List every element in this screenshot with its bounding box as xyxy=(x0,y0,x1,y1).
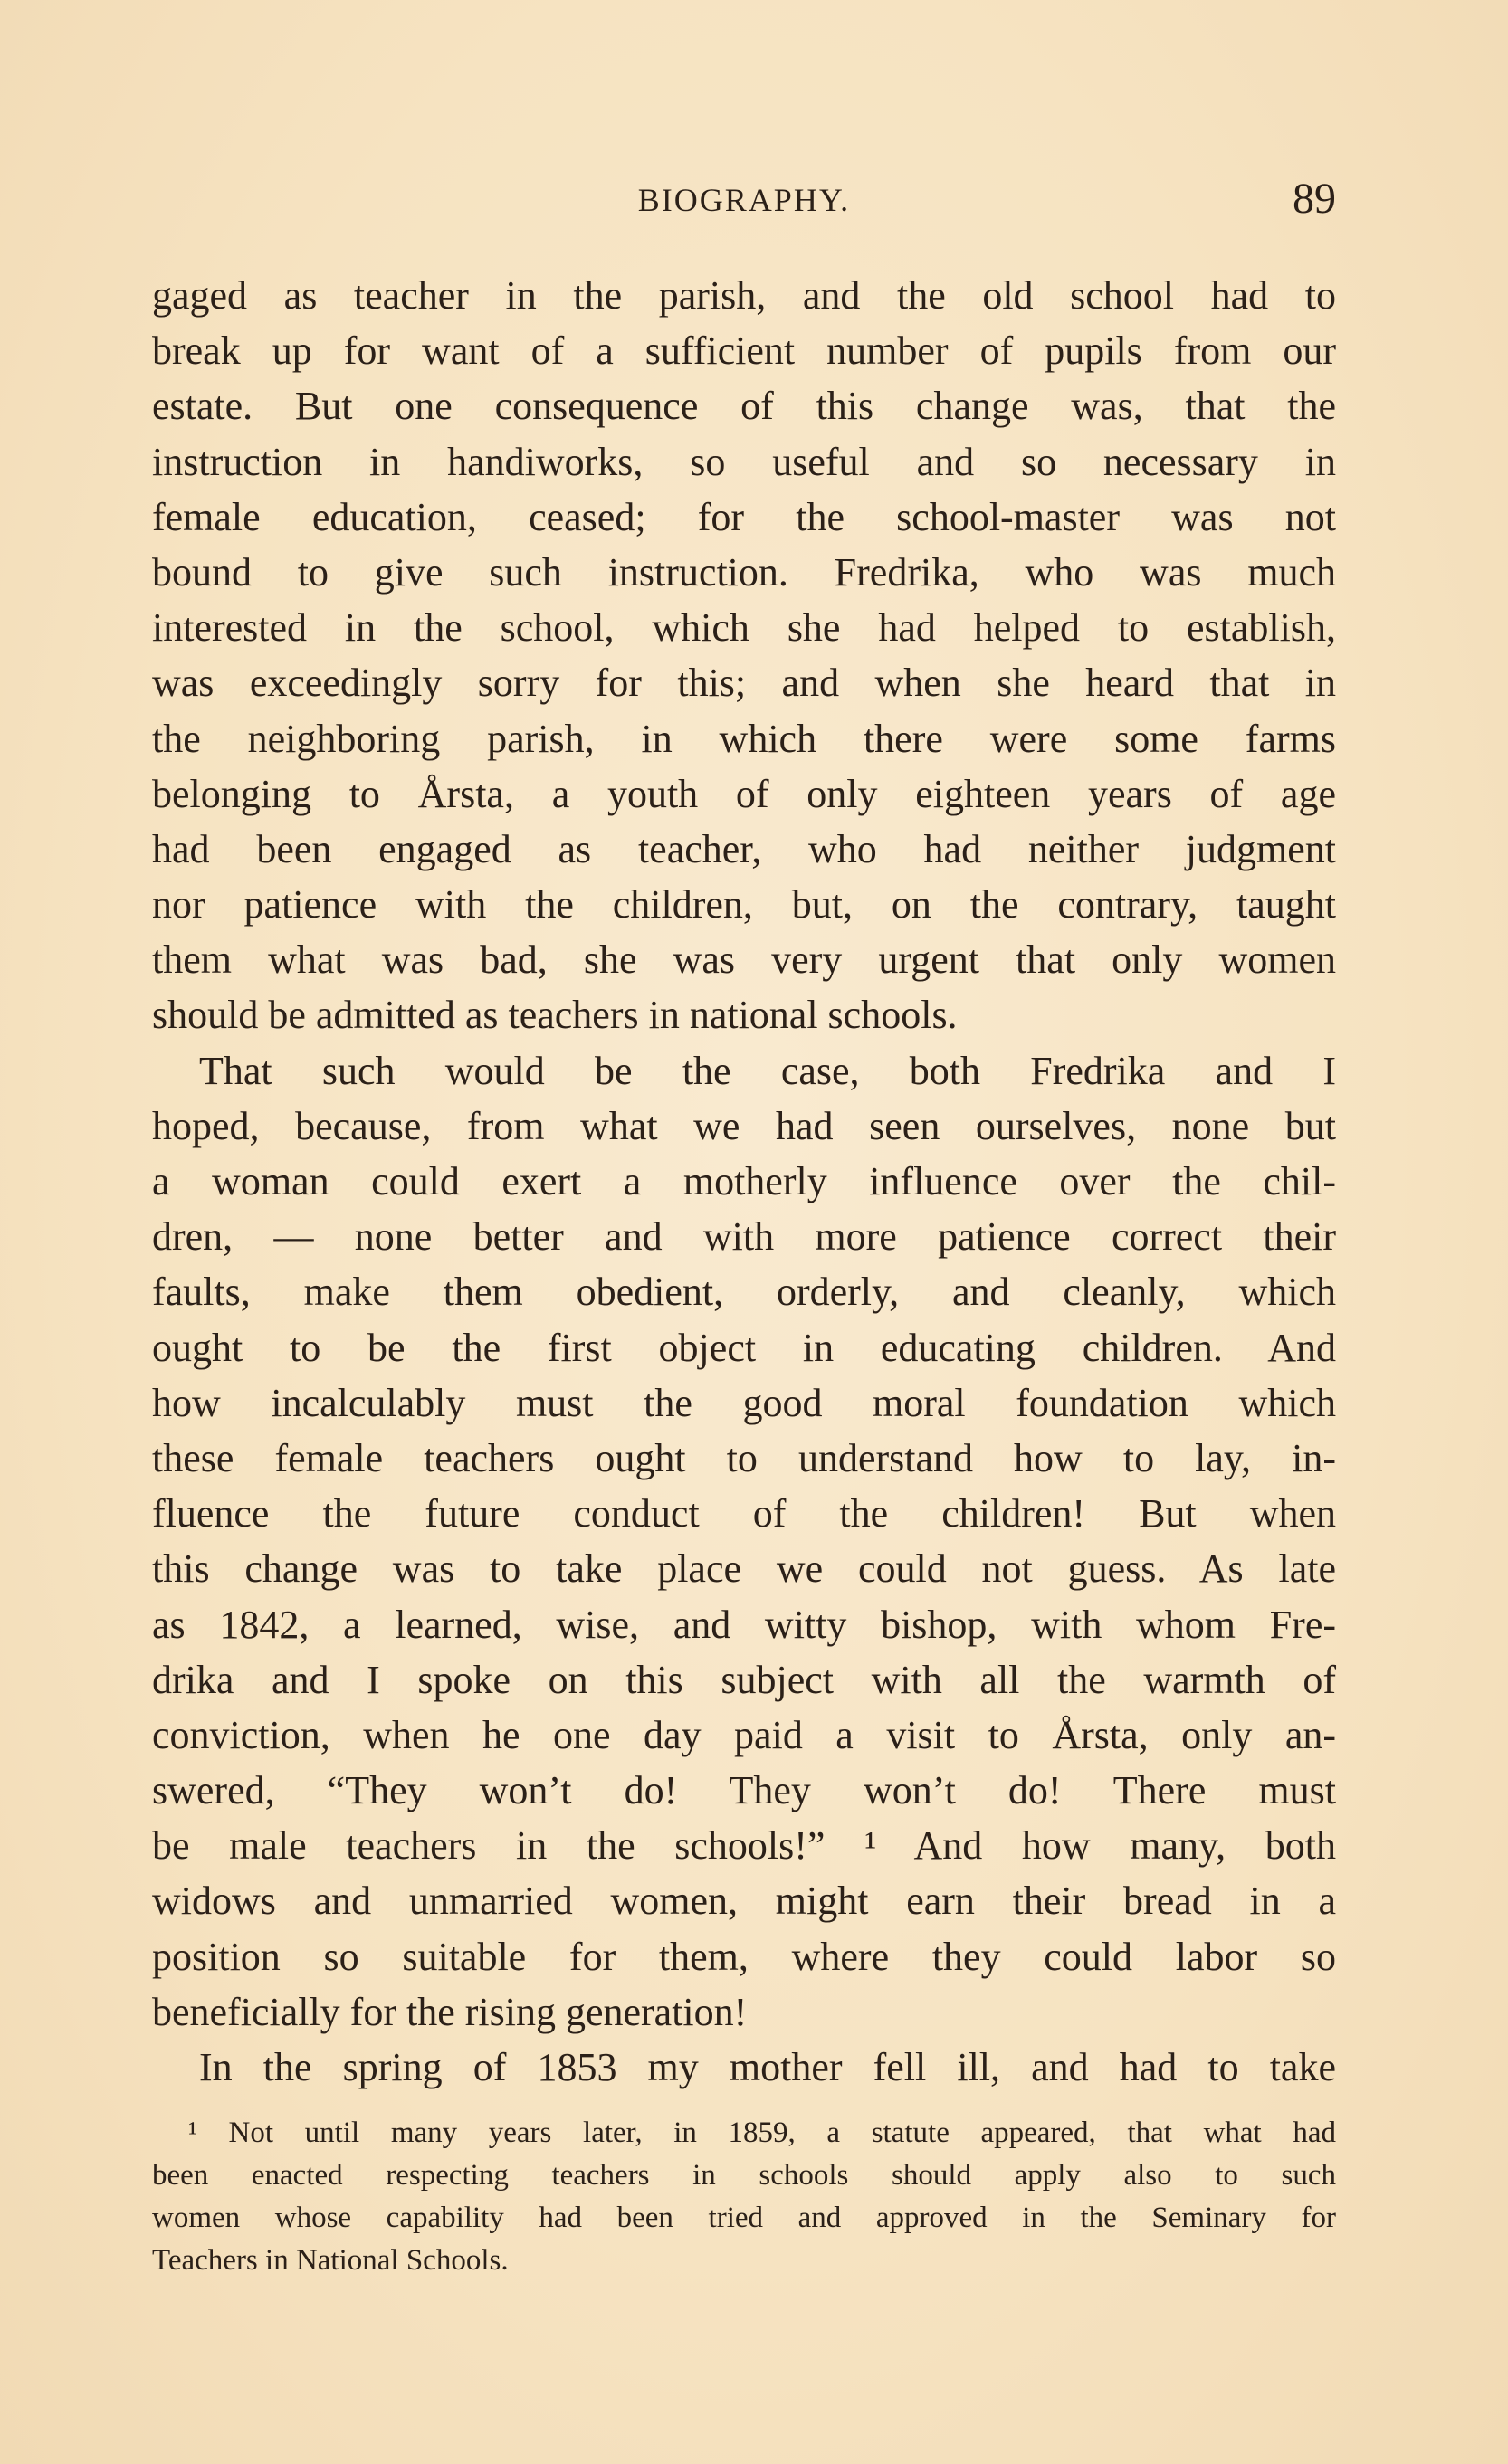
text-line: as 1842, a learned, wise, and witty bishop, with whom Fre- xyxy=(152,1602,1336,1647)
text-line: a woman could exert a motherly influence over the chil- xyxy=(152,1159,1336,1203)
text-line: was exceedingly sorry for this; and when she heard that in xyxy=(152,661,1336,706)
running-header xyxy=(152,174,1336,228)
footnote xyxy=(152,2112,1336,2282)
text-line: this change was to take place we could not guess. As late xyxy=(152,1546,1336,1592)
running-title: BIOGRAPHY. xyxy=(637,182,851,218)
text-line: be male teachers in the schools!” ¹ And how many, both xyxy=(152,1823,1336,1869)
text-line: nor patience with the children, but, on the contrary, taught xyxy=(152,882,1336,928)
text-line: should be admitted as teachers in national schools. xyxy=(152,993,958,1038)
page-number: 89 xyxy=(1293,175,1336,223)
text-line: the neighboring parish, in which there were some farms xyxy=(152,716,1336,761)
body-text xyxy=(152,268,1336,2095)
text-line: these female teachers ought to understand how to lay, in- xyxy=(152,1435,1336,1480)
text-line: gaged as teacher in the parish, and the old school had to xyxy=(152,273,1336,318)
text-line: bound to give such instruction. Fredrika, who was much xyxy=(152,549,1336,595)
text-line: swered, “They won’t do! They won’t do! There must xyxy=(152,1768,1336,1813)
footnote-line: women whose capability had been tried and approved in the Seminary for xyxy=(152,2202,1336,2234)
text-line: had been engaged as teacher, who had neither judgment xyxy=(152,826,1336,871)
text-line: belonging to Årsta, a youth of only eighteen years of age xyxy=(152,771,1336,816)
text-line: fluence the future conduct of the children! But when xyxy=(152,1491,1336,1536)
text-line: drika and I spoke on this subject with all the warmth of xyxy=(152,1657,1336,1702)
paragraph-start-line: In the spring of 1853 my mother fell ill, and had to take xyxy=(199,2045,1336,2089)
paragraph-start-line: That such would be the case, both Fredrika and I xyxy=(199,1048,1336,1093)
text-line: how incalculably must the good moral foundation which xyxy=(152,1380,1336,1425)
text-line: estate. But one consequence of this change was, that the xyxy=(152,384,1336,429)
text-line: beneficially for the rising generation! xyxy=(152,1989,748,2034)
text-line: widows and unmarried women, might earn their bread in a xyxy=(152,1879,1336,1924)
footnote-line: ¹ Not until many years later, in 1859, a statute appeared, that what had xyxy=(188,2117,1336,2149)
text-line: position so suitable for them, where they could labor so xyxy=(152,1934,1336,1979)
text-line: hoped, because, from what we had seen ourselves, none but xyxy=(152,1103,1336,1148)
text-line: female education, ceased; for the school-master was not xyxy=(152,494,1336,539)
text-line: interested in the school, which she had helped to establish, xyxy=(152,605,1336,651)
text-line: instruction in handiworks, so useful and so necessary in xyxy=(152,439,1336,484)
text-line: ought to be the first object in educating children. And xyxy=(152,1325,1336,1370)
text-line: conviction, when he one day paid a visit to Årsta, only an- xyxy=(152,1712,1336,1757)
text-line: break up for want of a sufficient number of pupils from our xyxy=(152,328,1336,374)
text-line: them what was bad, she was very urgent that only women xyxy=(152,937,1336,983)
text-line: dren, — none better and with more patience correct their xyxy=(152,1214,1336,1260)
footnote-line: Teachers in National Schools. xyxy=(152,2244,509,2277)
footnote-line: been enacted respecting teachers in schools should apply also to such xyxy=(152,2159,1336,2192)
text-line: faults, make them obedient, orderly, and cleanly, which xyxy=(152,1270,1336,1315)
